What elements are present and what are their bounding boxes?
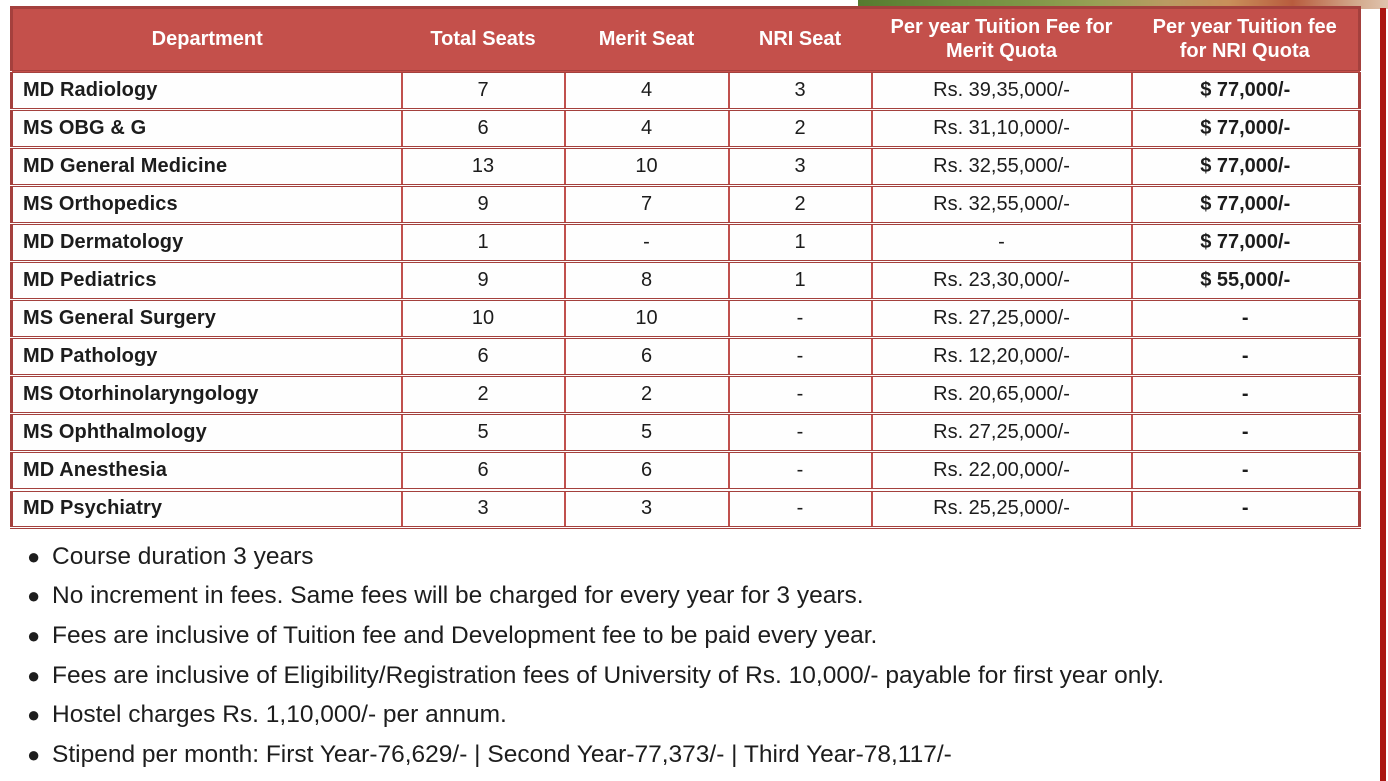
cell-merit-fee: Rs. 39,35,000/-	[872, 72, 1132, 110]
col-header-merit-seat: Merit Seat	[565, 8, 729, 72]
cell-nri-fee: -	[1132, 376, 1360, 414]
cell-nri-fee: -	[1132, 490, 1360, 528]
cell-nri-fee: -	[1132, 414, 1360, 452]
cell-merit-seat: 10	[565, 300, 729, 338]
cell-nri-seat: 1	[729, 262, 872, 300]
cell-merit-seat: 6	[565, 338, 729, 376]
cell-merit-seat: 4	[565, 72, 729, 110]
note-text: Hostel charges Rs. 1,10,000/- per annum.	[52, 701, 507, 729]
cell-nri-seat: -	[729, 490, 872, 528]
cell-merit-seat: 5	[565, 414, 729, 452]
bullet-icon: ●	[27, 583, 41, 609]
cell-nri-fee: $ 55,000/-	[1132, 262, 1360, 300]
table-row	[12, 414, 1360, 452]
header-row	[12, 8, 1360, 72]
list-item	[22, 656, 1372, 696]
cell-total-seats: 9	[402, 262, 565, 300]
table-body	[12, 72, 1360, 528]
table-row	[12, 490, 1360, 528]
bullet-icon: ●	[27, 662, 41, 688]
list-item	[22, 695, 1372, 735]
cell-nri-seat: 1	[729, 224, 872, 262]
cell-merit-seat: 8	[565, 262, 729, 300]
cell-nri-fee: -	[1132, 338, 1360, 376]
cell-nri-seat: -	[729, 452, 872, 490]
note-text: Fees are inclusive of Tuition fee and Development fee to be paid every year.	[52, 621, 878, 649]
cell-department: MD Dermatology	[12, 224, 402, 262]
notes-list	[22, 537, 1372, 775]
cell-merit-fee: -	[872, 224, 1132, 262]
list-item	[22, 735, 1372, 775]
cell-nri-seat: 3	[729, 148, 872, 186]
cell-department: MD Radiology	[12, 72, 402, 110]
table-row	[12, 186, 1360, 224]
note-text: Course duration 3 years	[52, 542, 314, 570]
bullet-icon: ●	[27, 622, 41, 648]
cell-department: MS OBG & G	[12, 110, 402, 148]
cell-merit-seat: -	[565, 224, 729, 262]
cell-nri-fee: $ 77,000/-	[1132, 110, 1360, 148]
fee-table-container	[10, 6, 1358, 529]
cell-nri-seat: 2	[729, 110, 872, 148]
table-row	[12, 72, 1360, 110]
list-item	[22, 577, 1372, 617]
col-header-nri-seat: NRI Seat	[729, 8, 872, 72]
table-row	[12, 376, 1360, 414]
cell-merit-fee: Rs. 25,25,000/-	[872, 490, 1132, 528]
cell-department: MS General Surgery	[12, 300, 402, 338]
col-header-nri-fee: Per year Tuition fee for NRI Quota	[1132, 8, 1360, 72]
col-header-department: Department	[12, 8, 402, 72]
table-row	[12, 452, 1360, 490]
cell-merit-fee: Rs. 23,30,000/-	[872, 262, 1132, 300]
cell-merit-seat: 2	[565, 376, 729, 414]
cell-total-seats: 2	[402, 376, 565, 414]
cell-nri-fee: -	[1132, 300, 1360, 338]
cell-department: MD Anesthesia	[12, 452, 402, 490]
cell-merit-fee: Rs. 31,10,000/-	[872, 110, 1132, 148]
cell-department: MD General Medicine	[12, 148, 402, 186]
table-row	[12, 110, 1360, 148]
cell-merit-fee: Rs. 27,25,000/-	[872, 414, 1132, 452]
page-right-border	[1380, 8, 1386, 781]
cell-merit-fee: Rs. 32,55,000/-	[872, 148, 1132, 186]
table-row	[12, 148, 1360, 186]
cell-department: MD Psychiatry	[12, 490, 402, 528]
cell-nri-fee: -	[1132, 452, 1360, 490]
table-header	[12, 8, 1360, 72]
note-text: Stipend per month: First Year-76,629/- | Second Year-77,373/- | Third Year-78,117/-	[52, 740, 952, 768]
cell-nri-fee: $ 77,000/-	[1132, 148, 1360, 186]
cell-nri-fee: $ 77,000/-	[1132, 224, 1360, 262]
col-header-total-seats: Total Seats	[402, 8, 565, 72]
cell-merit-seat: 7	[565, 186, 729, 224]
cell-total-seats: 6	[402, 110, 565, 148]
cell-department: MD Pediatrics	[12, 262, 402, 300]
cell-total-seats: 6	[402, 338, 565, 376]
cell-merit-seat: 6	[565, 452, 729, 490]
cell-total-seats: 6	[402, 452, 565, 490]
table-row	[12, 338, 1360, 376]
cell-department: MD Pathology	[12, 338, 402, 376]
cell-merit-fee: Rs. 22,00,000/-	[872, 452, 1132, 490]
cell-total-seats: 5	[402, 414, 565, 452]
cell-department: MS Orthopedics	[12, 186, 402, 224]
cell-department: MS Ophthalmology	[12, 414, 402, 452]
cell-total-seats: 1	[402, 224, 565, 262]
cell-nri-seat: -	[729, 338, 872, 376]
cell-total-seats: 9	[402, 186, 565, 224]
cell-nri-seat: -	[729, 414, 872, 452]
bullet-icon: ●	[27, 702, 41, 728]
cell-merit-seat: 10	[565, 148, 729, 186]
seat-fee-table	[10, 6, 1361, 529]
list-item	[22, 537, 1372, 577]
cell-merit-seat: 3	[565, 490, 729, 528]
cell-merit-seat: 4	[565, 110, 729, 148]
table-row	[12, 300, 1360, 338]
col-header-merit-fee: Per year Tuition Fee for Merit Quota	[872, 8, 1132, 72]
cell-total-seats: 13	[402, 148, 565, 186]
table-row	[12, 262, 1360, 300]
cell-merit-fee: Rs. 27,25,000/-	[872, 300, 1132, 338]
cell-nri-fee: $ 77,000/-	[1132, 72, 1360, 110]
cell-merit-fee: Rs. 20,65,000/-	[872, 376, 1132, 414]
list-item	[22, 616, 1372, 656]
note-text: Fees are inclusive of Eligibility/Registration fees of University of Rs. 10,000/- payable for first year only.	[52, 661, 1165, 689]
cell-merit-fee: Rs. 32,55,000/-	[872, 186, 1132, 224]
cell-nri-seat: -	[729, 300, 872, 338]
cell-nri-seat: -	[729, 376, 872, 414]
bullet-icon: ●	[27, 543, 41, 569]
cell-total-seats: 10	[402, 300, 565, 338]
cell-total-seats: 7	[402, 72, 565, 110]
cell-nri-seat: 2	[729, 186, 872, 224]
cell-nri-fee: $ 77,000/-	[1132, 186, 1360, 224]
table-row	[12, 224, 1360, 262]
cell-total-seats: 3	[402, 490, 565, 528]
cell-department: MS Otorhinolaryngology	[12, 376, 402, 414]
bullet-icon: ●	[27, 741, 41, 767]
note-text: No increment in fees. Same fees will be charged for every year for 3 years.	[52, 582, 864, 610]
cell-merit-fee: Rs. 12,20,000/-	[872, 338, 1132, 376]
cell-nri-seat: 3	[729, 72, 872, 110]
